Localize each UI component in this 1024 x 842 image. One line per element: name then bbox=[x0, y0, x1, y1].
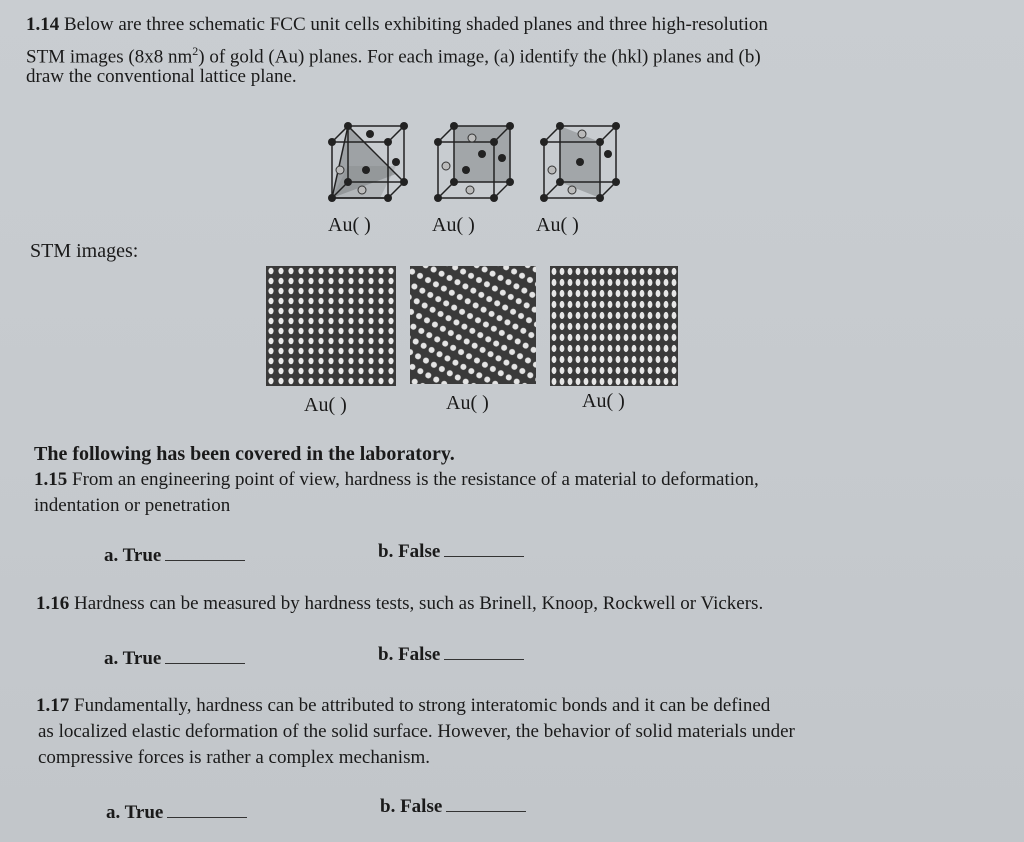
stm-image-1 bbox=[266, 266, 396, 386]
q116-true-label: a. True bbox=[104, 648, 162, 669]
q117-text-line2: as localized elastic deformation of the solid surface. However, the behavior of solid materials under bbox=[38, 721, 795, 742]
q117-true-option[interactable] bbox=[106, 802, 247, 824]
q117-number: 1.17 bbox=[36, 695, 70, 716]
q115-true-option[interactable] bbox=[104, 545, 245, 567]
q114-text-line2b: ) of gold (Au) planes. For each image, (a) identify the (hkl) planes and (b) bbox=[198, 46, 761, 68]
cell-label-3: Au( ) bbox=[536, 214, 579, 236]
stm-images-label: STM images: bbox=[30, 240, 139, 262]
q115-false-label: b. False bbox=[378, 541, 441, 562]
q117-line1 bbox=[36, 693, 1006, 719]
cell-label-1: Au( ) bbox=[328, 214, 371, 236]
stm-label-3: Au( ) bbox=[582, 390, 625, 412]
q115-true-blank[interactable] bbox=[165, 546, 245, 561]
q115-number: 1.15 bbox=[34, 469, 68, 490]
q115-true-label: a. True bbox=[104, 545, 162, 566]
fcc-cell-111 bbox=[326, 118, 412, 202]
q116-true-blank[interactable] bbox=[165, 649, 245, 664]
stm-image-2 bbox=[410, 266, 536, 384]
fcc-unit-cells bbox=[326, 118, 626, 202]
q116-false-option[interactable] bbox=[378, 644, 524, 666]
cell-label-2: Au( ) bbox=[432, 214, 475, 236]
q116-false-blank[interactable] bbox=[444, 645, 524, 660]
q117-false-option[interactable] bbox=[380, 796, 526, 818]
q116-line1 bbox=[36, 591, 996, 617]
q116-number: 1.16 bbox=[36, 593, 70, 614]
q115-text-line1: From an engineering point of view, hardness is the resistance of a material to deformation, bbox=[67, 469, 759, 490]
stm-label-2: Au( ) bbox=[446, 392, 489, 414]
q116-true-option[interactable] bbox=[104, 648, 245, 670]
q116-text-line1: Hardness can be measured by hardness tests, such as Brinell, Knoop, Rockwell or Vickers. bbox=[69, 593, 764, 614]
stm-image-3 bbox=[550, 266, 678, 386]
q117-text-line1: Fundamentally, hardness can be attributed to strong interatomic bonds and it can be defined bbox=[69, 695, 771, 716]
q115-false-blank[interactable] bbox=[444, 542, 524, 557]
q117-true-label: a. True bbox=[106, 802, 164, 823]
q117-false-label: b. False bbox=[380, 796, 443, 817]
fcc-cell-110 bbox=[538, 118, 624, 202]
q115-false-option[interactable] bbox=[378, 541, 524, 563]
q117-false-blank[interactable] bbox=[446, 797, 526, 812]
lab-heading: The following has been covered in the laboratory. bbox=[34, 443, 455, 465]
q114-line3: draw the conventional lattice plane. bbox=[26, 66, 297, 87]
q114-text-line2a: STM images (8x8 nm bbox=[26, 46, 193, 68]
q115-text-line2: indentation or penetration bbox=[34, 495, 231, 516]
q114-superscript: 2 bbox=[192, 44, 199, 58]
q114-text-line1: Below are three schematic FCC unit cells exhibiting shaded planes and three high-resolution bbox=[59, 14, 768, 35]
fcc-cell-100 bbox=[432, 118, 518, 202]
q114-number: 1.14 bbox=[26, 14, 60, 35]
q117-true-blank[interactable] bbox=[167, 803, 247, 818]
q116-false-label: b. False bbox=[378, 644, 441, 665]
q114-line1 bbox=[26, 12, 986, 38]
q117-text-line3: compressive forces is rather a complex mechanism. bbox=[38, 747, 430, 768]
stm-label-1: Au( ) bbox=[304, 394, 347, 416]
q115-line1 bbox=[34, 467, 994, 493]
